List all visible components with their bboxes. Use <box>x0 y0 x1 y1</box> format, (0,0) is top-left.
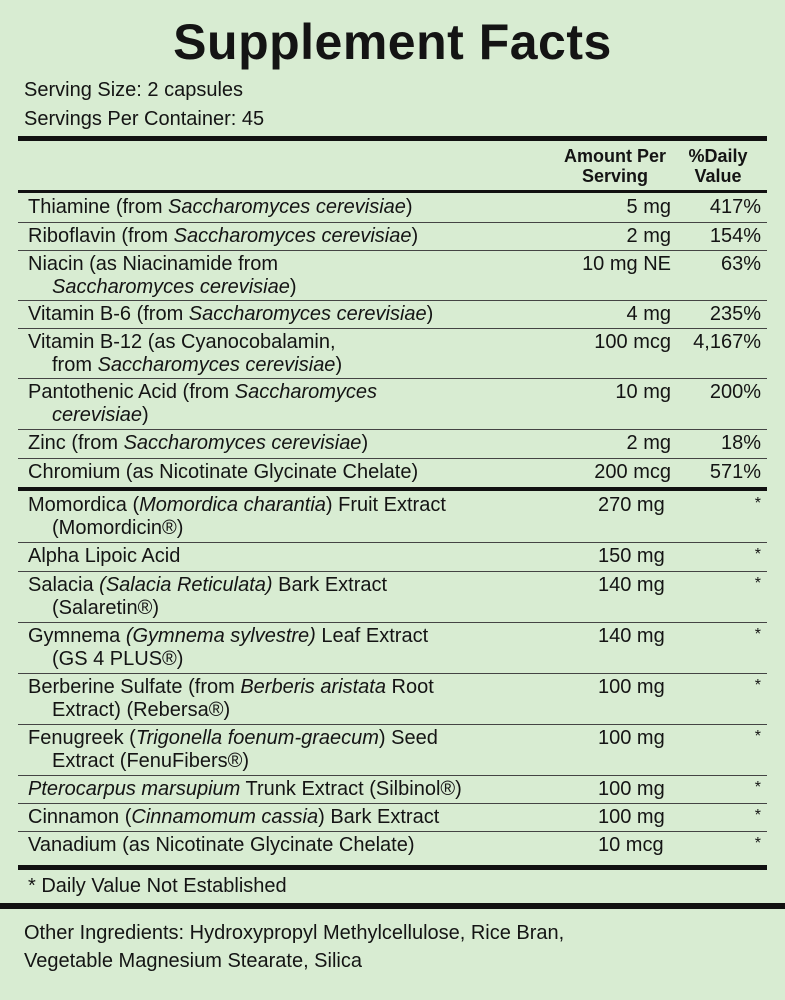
ingredient-name-line2 <box>28 404 558 427</box>
ingredient-daily-value: 571% <box>709 461 761 483</box>
ingredient-amount: 5 mg <box>626 196 671 218</box>
ingredient-row <box>18 223 767 251</box>
ingredient-row <box>18 804 767 832</box>
serving-size: Serving Size: 2 capsules <box>24 79 244 101</box>
ingredient-daily-value: 200% <box>709 381 761 403</box>
ingredient-name-text: Root <box>385 676 434 698</box>
ingredient-name-text: Momordica ( <box>28 494 140 516</box>
ingredient-name <box>28 253 558 299</box>
ingredient-amount: 2 mg <box>626 432 671 454</box>
amount-header-line1: Amount Per <box>563 146 666 166</box>
ingredient-name-line1 <box>28 381 377 403</box>
ingredient-name <box>28 494 558 540</box>
ingredient-amount: 10 mg <box>615 381 671 403</box>
section-rule <box>18 487 767 491</box>
ingredient-name-text: Riboflavin (from <box>28 225 174 247</box>
ingredient-name-text: ) Bark Extract <box>318 806 440 828</box>
label-title: Supplement Facts <box>173 14 612 70</box>
ingredient-name-text: Chromium (as Nicotinate Glycinate Chelate) <box>28 461 419 483</box>
ingredient-name <box>28 625 558 671</box>
ingredient-name-text: Extract) (Rebersa®) <box>52 699 231 721</box>
ingredient-name <box>28 303 558 326</box>
ingredient-amount: 150 mg <box>598 545 665 567</box>
ingredient-name-line1 <box>28 778 462 800</box>
ingredient-amount: 140 mg <box>598 625 665 647</box>
ingredient-amount: 2 mg <box>626 225 671 247</box>
ingredient-row <box>18 492 767 543</box>
ingredient-name <box>28 778 558 801</box>
ingredient-row <box>18 301 767 329</box>
ingredient-name-line1 <box>28 331 336 353</box>
ingredient-name-italic: Saccharomyces cerevisiae <box>168 196 406 218</box>
ingredient-daily-value: * <box>754 575 761 592</box>
ingredient-daily-value: * <box>754 835 761 852</box>
ingredient-name-italic: Pterocarpus marsupium <box>28 778 241 800</box>
ingredient-name <box>28 727 558 773</box>
servings-per-container: Servings Per Container: 45 <box>24 108 265 130</box>
ingredient-name-line2 <box>28 276 558 299</box>
ingredient-name-text: ) <box>405 196 413 218</box>
ingredient-name-text: (Salaretin®) <box>52 597 159 619</box>
ingredient-name-italic: Trigonella foenum-graecum <box>135 727 379 749</box>
ingredient-row <box>18 572 767 623</box>
ingredient-name-line2 <box>28 699 558 722</box>
ingredient-name-text: Leaf Extract <box>315 625 429 647</box>
ingredient-name-italic: Saccharomyces cerevisiae <box>173 225 412 247</box>
ingredient-name-text: ) <box>335 354 343 376</box>
ingredient-name-text: ) <box>289 276 297 298</box>
ingredient-daily-value: * <box>754 546 761 563</box>
ingredient-name-text: ) Seed <box>378 727 438 749</box>
ingredient-name <box>28 381 558 427</box>
dv-header-line1: %Daily <box>688 146 748 166</box>
ingredient-name-text: Vitamin B-6 (from <box>28 303 189 325</box>
ingredient-name-text: (GS 4 PLUS®) <box>52 648 184 670</box>
ingredient-name-text: Fenugreek ( <box>28 727 136 749</box>
ingredient-amount: 100 mg <box>598 806 665 828</box>
ingredient-name-italic: Saccharomyces <box>234 381 378 403</box>
ingredient-amount: 140 mg <box>598 574 665 596</box>
ingredient-name-italic: Momordica charantia <box>139 494 326 516</box>
ingredient-name-text: ) <box>411 225 419 247</box>
ingredient-name-line2 <box>28 517 558 540</box>
ingredient-row <box>18 543 767 572</box>
ingredient-name-italic: Saccharomyces cerevisiae <box>97 354 336 376</box>
ingredient-name-text: ) <box>142 404 149 426</box>
thick-rule-other <box>0 903 785 909</box>
ingredient-amount: 100 mg <box>598 727 665 749</box>
ingredient-name-line1 <box>28 196 413 218</box>
ingredient-name-text: Gymnema <box>28 625 126 647</box>
ingredient-name-text: ) <box>426 303 434 325</box>
ingredient-name-line1 <box>28 545 180 567</box>
ingredient-name-text: ) Fruit Extract <box>325 494 446 516</box>
ingredient-name-line1 <box>28 253 278 275</box>
ingredient-name-text: Bark Extract <box>272 574 388 596</box>
ingredient-name-line1 <box>28 834 414 856</box>
ingredient-name-line1 <box>28 225 418 247</box>
ingredient-name-line2 <box>28 648 558 671</box>
header-rule <box>18 190 767 193</box>
ingredient-name-text: Thiamine (from <box>28 196 169 218</box>
ingredient-row <box>18 329 767 379</box>
ingredient-name-italic: (Salacia Reticulata) <box>99 574 273 596</box>
ingredient-daily-value: * <box>754 626 761 643</box>
ingredient-daily-value: 417% <box>709 196 761 218</box>
ingredient-daily-value: 154% <box>709 225 761 247</box>
ingredient-daily-value: * <box>754 779 761 796</box>
ingredient-name-text: Vanadium (as Nicotinate Glycinate Chelate) <box>28 834 415 856</box>
ingredient-name-line2 <box>28 597 558 620</box>
ingredient-row <box>18 379 767 430</box>
amount-per-serving-header <box>552 146 678 186</box>
ingredient-name-italic: Saccharomyces cerevisiae <box>52 276 290 298</box>
ingredient-name-italic: Berberis aristata <box>240 676 386 698</box>
ingredient-name-text: Berberine Sulfate (from <box>28 676 241 698</box>
ingredient-name <box>28 834 558 857</box>
ingredient-row <box>18 430 767 459</box>
ingredient-name-text: Cinnamon ( <box>28 806 132 828</box>
ingredient-name-text: ) <box>361 432 369 454</box>
ingredient-row <box>18 776 767 804</box>
ingredient-name-line1 <box>28 494 446 516</box>
ingredient-name-line1 <box>28 806 439 828</box>
ingredient-name-text: Trunk Extract (Silbinol®) <box>240 778 462 800</box>
ingredient-name-italic: Saccharomyces cerevisiae <box>123 432 362 454</box>
ingredient-name-line1 <box>28 574 387 596</box>
ingredient-name-line2 <box>28 750 558 773</box>
ingredient-row <box>18 194 767 223</box>
ingredient-name-italic: cerevisiae <box>52 404 143 426</box>
ingredient-amount: 10 mcg <box>598 834 664 856</box>
ingredient-name <box>28 574 558 620</box>
ingredient-name-text: from <box>52 354 98 376</box>
ingredient-name <box>28 545 558 568</box>
ingredient-amount: 200 mcg <box>594 461 671 483</box>
ingredient-name-line1 <box>28 461 418 483</box>
ingredient-name-line1 <box>28 727 438 749</box>
ingredient-amount: 270 mg <box>598 494 665 516</box>
ingredient-name-line1 <box>28 432 368 454</box>
ingredient-name-italic: Saccharomyces cerevisiae <box>188 303 427 325</box>
ingredient-name-line1 <box>28 676 434 698</box>
ingredient-name-line1 <box>28 625 428 647</box>
other-ingredients-line1: Other Ingredients: Hydroxypropyl Methylcellulose, Rice Bran, <box>24 922 565 944</box>
ingredient-amount: 100 mcg <box>594 331 671 353</box>
ingredient-daily-value: 18% <box>720 432 761 454</box>
amount-header-line2: Serving <box>581 166 649 186</box>
ingredient-row <box>18 623 767 674</box>
ingredient-name <box>28 806 558 829</box>
ingredient-row <box>18 674 767 725</box>
ingredient-daily-value: 4,167% <box>693 331 761 353</box>
ingredient-name-text: Alpha Lipoic Acid <box>28 545 181 567</box>
other-ingredients-line2: Vegetable Magnesium Stearate, Silica <box>24 950 362 972</box>
ingredient-amount: 100 mg <box>598 778 665 800</box>
ingredient-name-text: Zinc (from <box>28 432 124 454</box>
ingredient-row <box>18 725 767 776</box>
ingredient-name <box>28 432 558 455</box>
footnote: * Daily Value Not Established <box>28 875 287 897</box>
ingredient-daily-value: * <box>754 495 761 512</box>
ingredient-name <box>28 461 558 484</box>
daily-value-header <box>678 146 758 186</box>
ingredient-name <box>28 676 558 722</box>
ingredient-daily-value: 235% <box>709 303 761 325</box>
ingredient-name-text: Vitamin B-12 (as Cyanocobalamin, <box>28 331 336 353</box>
ingredient-name-text: (Momordicin®) <box>52 517 184 539</box>
ingredient-name <box>28 196 558 219</box>
ingredient-daily-value: 63% <box>720 253 761 275</box>
ingredient-name-text: Pantothenic Acid (from <box>28 381 235 403</box>
ingredient-name-line2 <box>28 354 558 377</box>
ingredient-daily-value: * <box>754 677 761 694</box>
ingredient-name-text: Niacin (as Niacinamide from <box>28 253 279 275</box>
dv-header-line2: Value <box>694 166 742 186</box>
ingredient-amount: 4 mg <box>626 303 671 325</box>
ingredient-name-italic: (Gymnema sylvestre) <box>125 625 316 647</box>
ingredient-name-text: Salacia <box>28 574 100 596</box>
thick-rule-top <box>18 136 767 141</box>
ingredient-daily-value: * <box>754 807 761 824</box>
ingredient-row <box>18 832 767 864</box>
ingredient-amount: 10 mg NE <box>582 253 671 275</box>
ingredient-name <box>28 331 558 377</box>
thick-rule-bottom <box>18 865 767 870</box>
ingredient-name <box>28 225 558 248</box>
ingredient-daily-value: * <box>754 728 761 745</box>
ingredient-row <box>18 251 767 301</box>
ingredient-amount: 100 mg <box>598 676 665 698</box>
ingredient-name-line1 <box>28 303 433 325</box>
ingredient-name-italic: Cinnamomum cassia <box>131 806 319 828</box>
ingredient-name-text: Extract (FenuFibers®) <box>52 750 250 772</box>
ingredient-row <box>18 459 767 486</box>
